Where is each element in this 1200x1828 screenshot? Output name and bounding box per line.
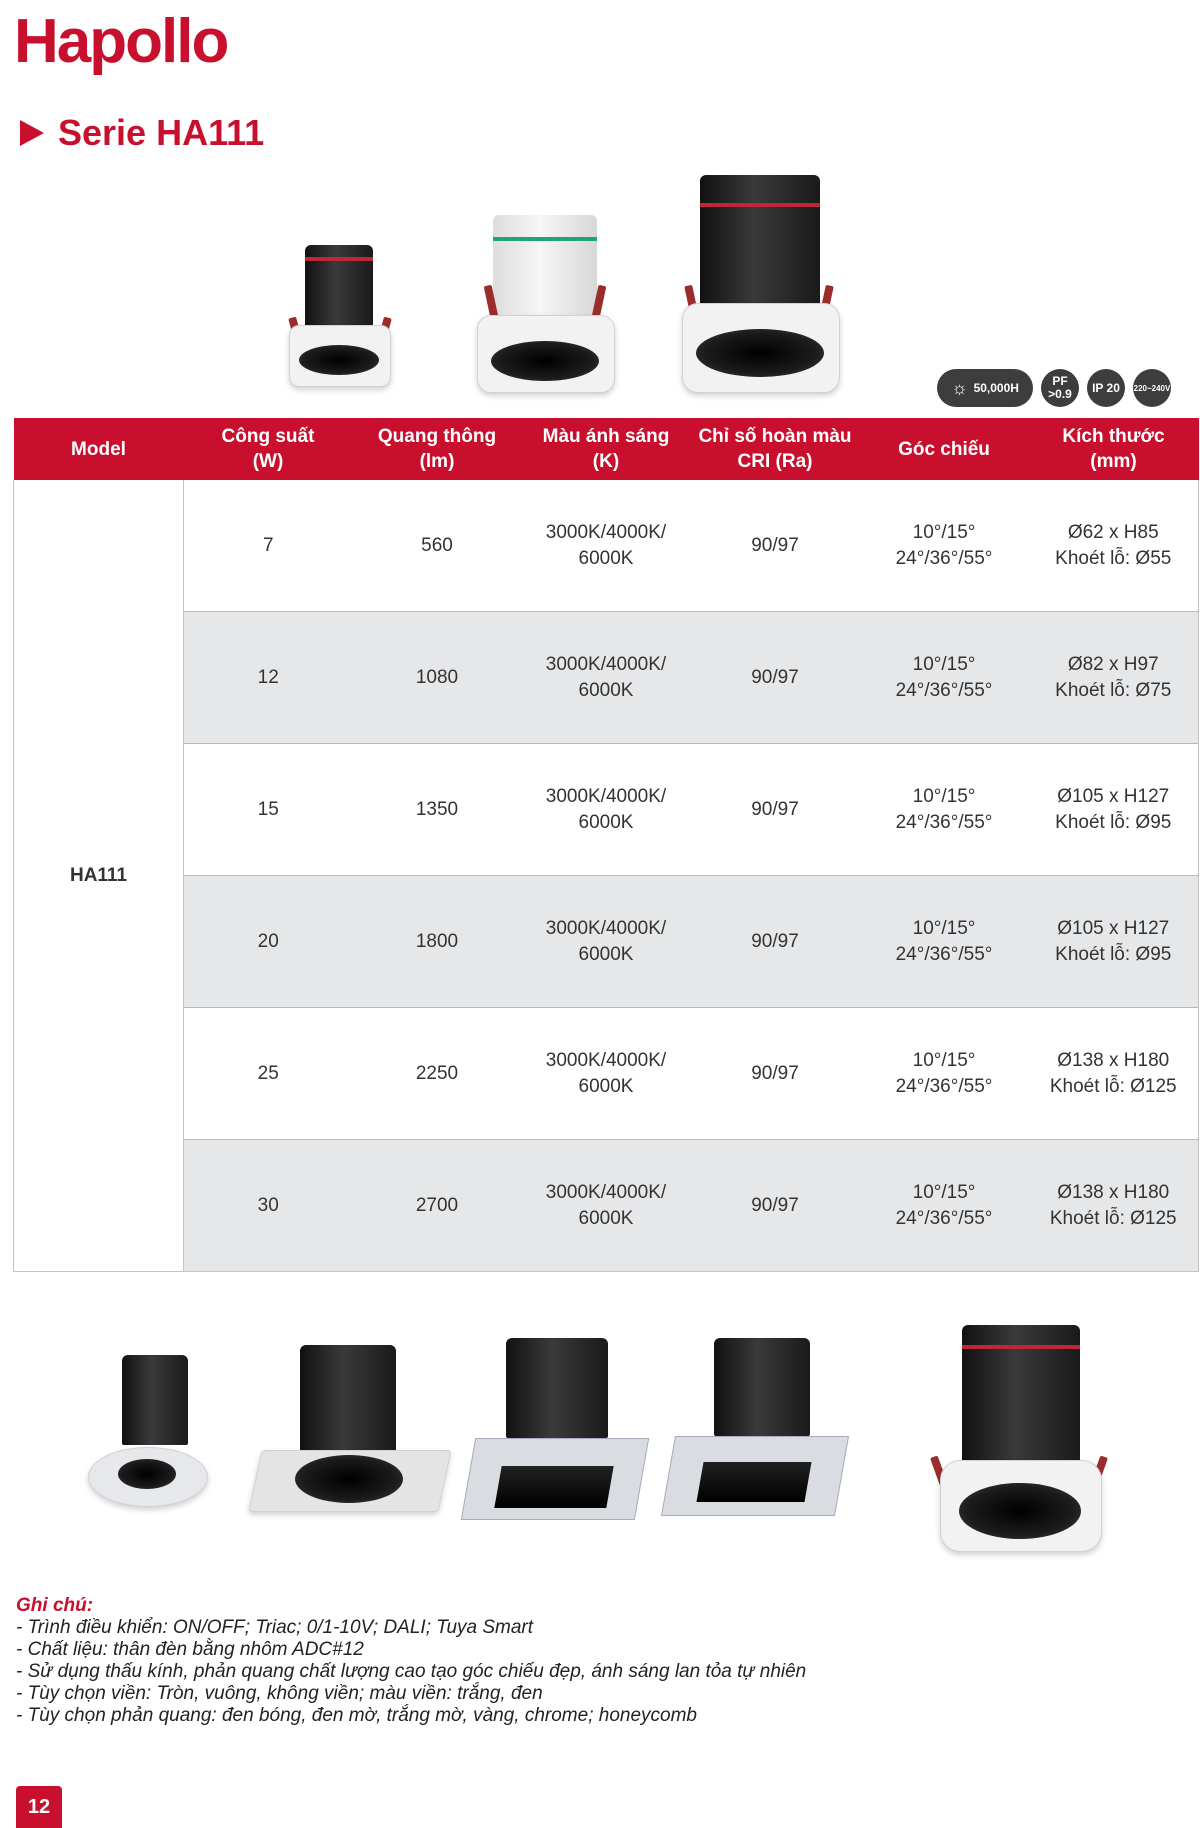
- cell-line: Khoét lỗ: Ø95: [1055, 811, 1172, 833]
- cell-line: 10°/15°: [912, 653, 976, 675]
- cell-line: Khoét lỗ: Ø55: [1055, 547, 1172, 569]
- lumen-cell: [353, 1008, 522, 1140]
- cell-line: 24°/36°/55°: [895, 943, 993, 965]
- note-item: - Chất liệu: thân đèn bằng nhôm ADC#12: [16, 1639, 364, 1660]
- cell-line: 7: [262, 534, 274, 556]
- cell-line: 10°/15°: [912, 917, 976, 939]
- power-cell: [184, 1008, 353, 1140]
- cell-line: 90/97: [751, 1062, 799, 1084]
- cell-line: 10°/15°: [912, 1049, 976, 1071]
- beam-angle-cell: [860, 876, 1029, 1008]
- page-number: 12: [16, 1786, 62, 1828]
- column-header-line: Model: [71, 438, 126, 460]
- serie-heading: [20, 112, 264, 154]
- cell-line: Khoét lỗ: Ø125: [1049, 1075, 1177, 1097]
- product-image-medium: [475, 215, 615, 393]
- cell-line: 30: [257, 1194, 279, 1216]
- note-item: - Tùy chọn viền: Tròn, vuông, không viền; màu viền: trắng, đen: [16, 1683, 543, 1704]
- color-temp-cell: [522, 1008, 691, 1140]
- cell-line: 90/97: [751, 666, 799, 688]
- dimension-cell: [1029, 1008, 1199, 1140]
- column-header-line: Góc chiếu: [898, 438, 990, 460]
- column-header-line: Chỉ số hoàn màu: [698, 426, 852, 447]
- lumen-cell: [353, 612, 522, 744]
- variant-trimless-square: [255, 1345, 445, 1520]
- cell-line: 90/97: [751, 930, 799, 952]
- column-header-line: (K): [592, 451, 620, 472]
- table-row: [14, 480, 1199, 612]
- lumen-cell: [353, 744, 522, 876]
- cell-line: 3000K/4000K/: [545, 785, 667, 807]
- variant-trimless-round: [88, 1355, 208, 1515]
- cell-line: Ø62 x H85: [1067, 521, 1159, 543]
- color-temp-cell: [522, 480, 691, 612]
- cell-line: 6000K: [578, 811, 634, 833]
- cell-line: 90/97: [751, 798, 799, 820]
- feature-badges: [937, 369, 1171, 407]
- cell-line: 10°/15°: [912, 521, 976, 543]
- column-header-line: CRI (Ra): [737, 451, 813, 472]
- column-header: [522, 418, 691, 480]
- cri-cell: [691, 1140, 860, 1272]
- cell-line: 2250: [415, 1062, 459, 1084]
- note-item: - Trình điều khiển: ON/OFF; Triac; 0/1-10V; DALI; Tuya Smart: [16, 1617, 534, 1638]
- cri-cell: [691, 744, 860, 876]
- product-image-large: [680, 175, 840, 393]
- ip-rating-badge: IP 20: [1087, 369, 1125, 407]
- cell-line: 10°/15°: [912, 785, 976, 807]
- cell-line: 6000K: [578, 547, 634, 569]
- cri-cell: [691, 1008, 860, 1140]
- power-cell: [184, 744, 353, 876]
- serie-title: Serie HA111: [58, 112, 265, 153]
- lifetime-bulb-icon: ☼ 50,000H: [937, 369, 1033, 407]
- column-header-line: Quang thông: [377, 426, 497, 447]
- variant-square-frame-1: [468, 1338, 643, 1528]
- color-temp-cell: [522, 744, 691, 876]
- cell-line: 6000K: [578, 1075, 634, 1097]
- column-header-line: (W): [252, 451, 284, 472]
- column-header: [353, 418, 522, 480]
- table-row: [14, 876, 1199, 1008]
- column-header-line: (lm): [419, 451, 455, 472]
- cell-line: 90/97: [751, 1194, 799, 1216]
- cell-line: Ø138 x H180: [1057, 1049, 1170, 1071]
- dimension-cell: [1029, 1140, 1199, 1272]
- column-header: [691, 418, 860, 480]
- beam-angle-cell: [860, 480, 1029, 612]
- column-header: [14, 418, 184, 480]
- beam-angle-cell: [860, 612, 1029, 744]
- cell-line: Khoét lỗ: Ø125: [1049, 1207, 1177, 1229]
- cell-line: 24°/36°/55°: [895, 811, 993, 833]
- cri-cell: [691, 612, 860, 744]
- cell-line: 12: [257, 666, 279, 688]
- column-header: [184, 418, 353, 480]
- notes-title: Ghi chú:: [16, 1595, 94, 1616]
- table-row: [14, 612, 1199, 744]
- cell-line: Ø138 x H180: [1057, 1181, 1170, 1203]
- variant-round-clip: [935, 1325, 1105, 1550]
- lumen-cell: [353, 876, 522, 1008]
- spec-table: [13, 418, 1199, 1272]
- cell-line: 24°/36°/55°: [895, 547, 993, 569]
- note-item: - Sử dụng thấu kính, phản quang chất lượng cao tạo góc chiếu đẹp, ánh sáng lan tỏa tự nhiên: [16, 1661, 807, 1682]
- play-triangle-icon: [20, 120, 44, 146]
- notes-section: [16, 1595, 806, 1727]
- color-temp-cell: [522, 876, 691, 1008]
- cell-line: 3000K/4000K/: [545, 917, 667, 939]
- cell-line: 24°/36°/55°: [895, 1075, 993, 1097]
- table-row: [14, 744, 1199, 876]
- cell-line: Ø105 x H127: [1057, 785, 1170, 807]
- cell-line: 1350: [415, 798, 459, 820]
- column-header-line: (mm): [1090, 451, 1137, 472]
- model-cell: HA111: [14, 480, 184, 1272]
- variant-square-frame-2: [668, 1338, 843, 1528]
- cri-cell: [691, 876, 860, 1008]
- cell-line: 20: [257, 930, 279, 952]
- cell-line: 10°/15°: [912, 1181, 976, 1203]
- cri-cell: [691, 480, 860, 612]
- cell-line: 90/97: [751, 534, 799, 556]
- cell-line: Khoét lỗ: Ø75: [1055, 679, 1172, 701]
- cell-line: 1800: [415, 930, 459, 952]
- voltage-icon: 220~240V: [1133, 369, 1171, 407]
- cell-line: 1080: [415, 666, 459, 688]
- column-header-line: Kích thước: [1062, 426, 1165, 447]
- lumen-cell: [353, 480, 522, 612]
- power-cell: [184, 480, 353, 612]
- lumen-cell: [353, 1140, 522, 1272]
- cell-line: 6000K: [578, 943, 634, 965]
- cell-line: 25: [257, 1062, 279, 1084]
- cell-line: 3000K/4000K/: [545, 1181, 667, 1203]
- cell-line: 3000K/4000K/: [545, 653, 667, 675]
- color-temp-cell: [522, 612, 691, 744]
- note-item: - Tùy chọn phản quang: đen bóng, đen mờ, trắng mờ, vàng, chrome; honeycomb: [16, 1705, 697, 1726]
- cell-line: 3000K/4000K/: [545, 1049, 667, 1071]
- table-row: [14, 1140, 1199, 1272]
- cell-line: 6000K: [578, 1207, 634, 1229]
- cell-line: 24°/36°/55°: [895, 679, 993, 701]
- dimension-cell: [1029, 612, 1199, 744]
- color-temp-cell: [522, 1140, 691, 1272]
- dimension-cell: [1029, 876, 1199, 1008]
- column-header: [860, 418, 1029, 480]
- power-cell: [184, 612, 353, 744]
- cell-line: 24°/36°/55°: [895, 1207, 993, 1229]
- beam-angle-cell: [860, 1008, 1029, 1140]
- product-image-small: [285, 245, 395, 390]
- cell-line: 15: [257, 798, 279, 820]
- column-header-line: Công suất: [221, 426, 315, 447]
- column-header-line: Màu ánh sáng: [542, 426, 670, 447]
- cell-line: 6000K: [578, 679, 634, 701]
- beam-angle-cell: [860, 744, 1029, 876]
- beam-angle-cell: [860, 1140, 1029, 1272]
- table-row: [14, 1008, 1199, 1140]
- cell-line: Ø82 x H97: [1067, 653, 1159, 675]
- power-cell: [184, 876, 353, 1008]
- cell-line: 2700: [415, 1194, 459, 1216]
- dimension-cell: [1029, 744, 1199, 876]
- cell-line: 3000K/4000K/: [545, 521, 667, 543]
- column-header: [1029, 418, 1199, 480]
- power-cell: [184, 1140, 353, 1272]
- dimension-cell: [1029, 480, 1199, 612]
- brand-logo: Hapollo: [14, 7, 228, 76]
- power-factor-badge: PF >0.9: [1041, 369, 1079, 407]
- cell-line: Khoét lỗ: Ø95: [1055, 943, 1172, 965]
- cell-line: Ø105 x H127: [1057, 917, 1170, 939]
- cell-line: 560: [421, 534, 453, 556]
